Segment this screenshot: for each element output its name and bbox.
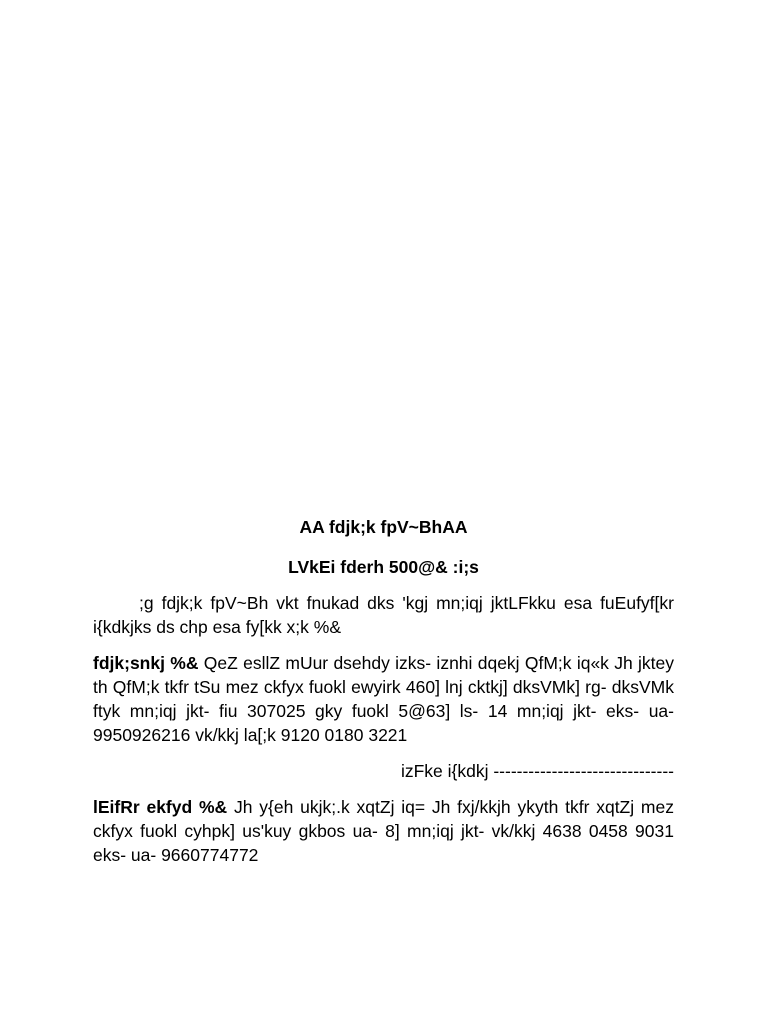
document-body	[93, 515, 674, 879]
landlord-details: QeZ esllZ mUur dsehdy izks- iznhi dqekj QfM;k iq«k Jh jktey th QfM;k tkfr tSu mez ckfyx fuokl ewyirk 460] lnj cktkj] dksVMk] rg- dksVMk ftyk mn;iqj jkt- fiu 307025 gky fuokl 5@63] ls- 14 mn;iqj jkt- eks- ua- 9950926216 vk/kkj la[;k 9120 0180 3221	[93, 653, 674, 745]
intro-paragraph: ;g fdjk;k fpV~Bh vkt fnukad dks 'kgj mn;iqj jktLFkku esa fuEufyf[kr i{kdkjks ds chp esa fy[kk x;k %&	[93, 593, 674, 637]
landlord-label: fdjk;snkj %&	[93, 653, 199, 673]
property-owner-label: lEifRr ekfyd %&	[93, 797, 228, 817]
property-owner-details: Jh y{eh ukjk;.k xqtZj iq= Jh fxj/kkjh ykyth tkfr xqtZj mez ckfyx fuokl cyhpk] us'kuy gkbos ua- 8] mn;iqj jkt- vk/kkj 4638 0458 9031 eks- ua- 9660774772	[93, 797, 674, 865]
stamp-value-line: LVkEi fderh 500@& :i;s	[288, 557, 479, 577]
tenant-paragraph	[93, 795, 674, 867]
document-title: AA fdjk;k fpV~BhAA	[299, 517, 468, 537]
landlord-paragraph	[93, 651, 674, 747]
first-party-line: izFke i{kdkj -------------------------------	[400, 761, 674, 781]
